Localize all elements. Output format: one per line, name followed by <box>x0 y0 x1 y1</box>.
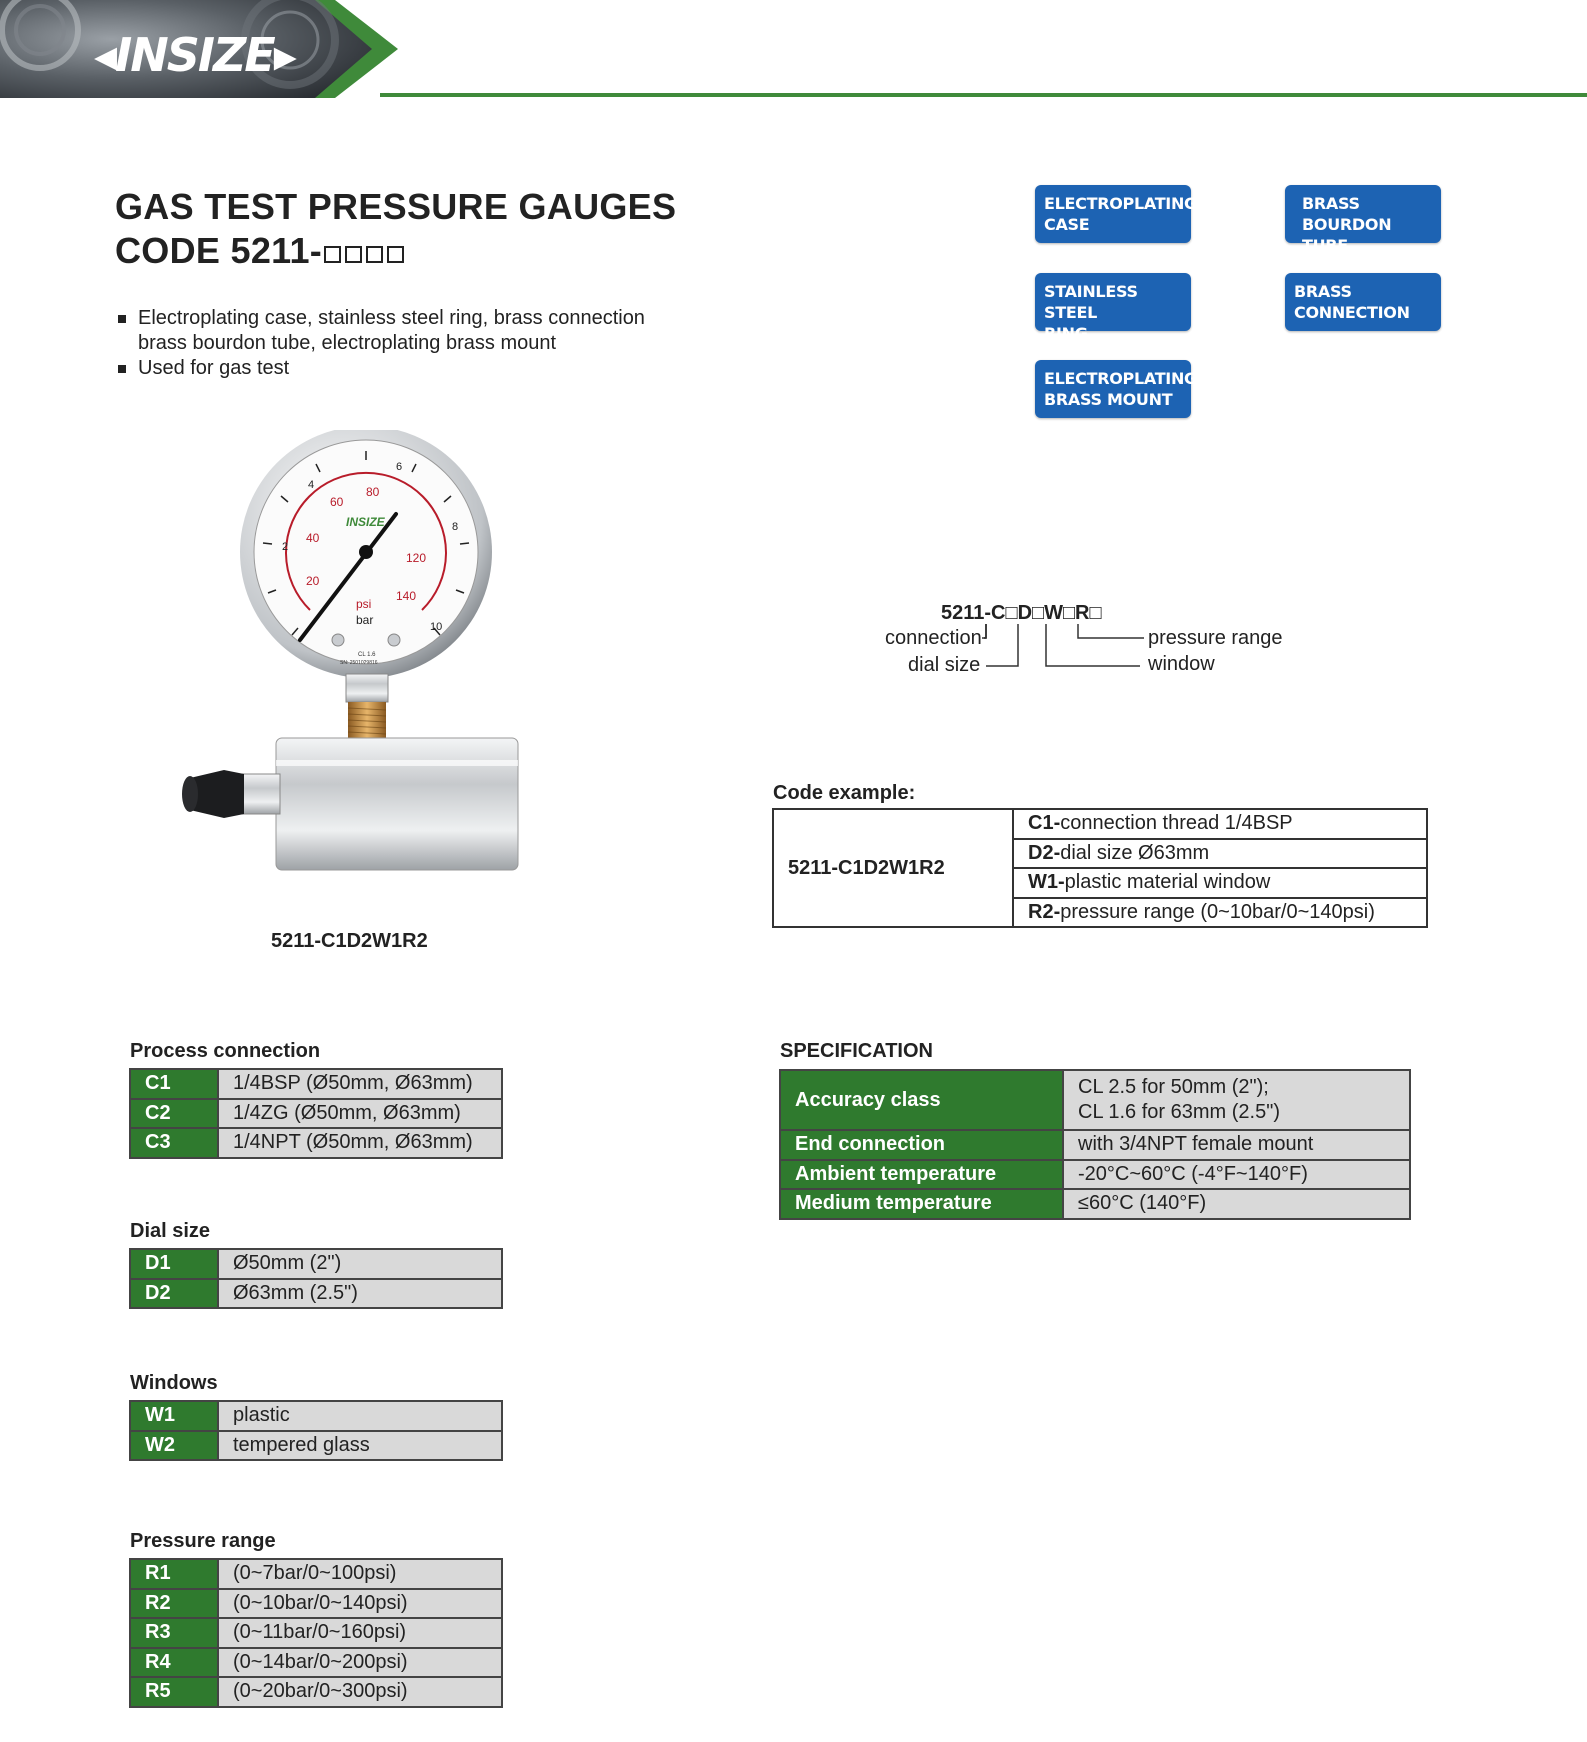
dial-psi-tick: 20 <box>306 574 320 588</box>
specification-title: SPECIFICATION <box>780 1040 933 1062</box>
dial-bar-tick: 10 <box>430 621 443 633</box>
table-row: Medium temperature ≤60°C (140°F) <box>780 1189 1410 1219</box>
dial-bar-tick: 2 <box>282 541 289 553</box>
dial-unit-bar: bar <box>356 613 374 627</box>
dial-serial: SN: 2501029816 <box>340 660 378 666</box>
code-box <box>366 246 383 263</box>
feature-item: Electroplating case, stainless steel ring, brass connection brass bourdon tube, electroplating brass mount <box>118 306 645 356</box>
logo-arrow-right-icon: ▸ <box>273 28 295 82</box>
code-example-item: R2-pressure range (0~10bar/0~140psi) <box>1013 898 1427 928</box>
dial-psi-tick: 140 <box>396 589 417 603</box>
feature-list <box>118 306 645 381</box>
product-image <box>170 430 550 900</box>
feature-item: Used for gas test <box>118 356 645 381</box>
title-code: CODE 5211- <box>115 230 323 271</box>
badge-electroplating-brass-mount: ELECTROPLATING BRASS MOUNT <box>1035 360 1191 418</box>
table-row: R1 (0~7bar/0~100psi) <box>130 1559 502 1589</box>
dial-size-title: Dial size <box>130 1220 211 1242</box>
dial-size-table <box>129 1248 503 1309</box>
table-row: D1 Ø50mm (2") <box>130 1249 502 1279</box>
code-box <box>324 246 341 263</box>
header <box>0 0 1587 100</box>
page-title <box>115 185 676 273</box>
badge-electroplating-case: ELECTROPLATING CASE <box>1035 185 1191 243</box>
table-row: Accuracy class CL 2.5 for 50mm (2"); CL 1.6 for 63mm (2.5") <box>780 1070 1410 1130</box>
header-divider <box>380 93 1587 97</box>
table-row: R3 (0~11bar/0~160psi) <box>130 1618 502 1648</box>
code-example-title: Code example: <box>773 782 916 804</box>
table-row: W1 plastic <box>130 1401 502 1431</box>
windows-title: Windows <box>130 1372 218 1394</box>
badge-brass-connection: BRASS CONNECTION <box>1285 273 1441 331</box>
brand-name: INSIZE <box>115 28 274 82</box>
table-row: R4 (0~14bar/0~200psi) <box>130 1648 502 1678</box>
code-box <box>387 246 404 263</box>
code-diagram-window-label: window <box>1148 653 1215 675</box>
valve-cap <box>190 770 244 818</box>
code-example-code: 5211-C1D2W1R2 <box>773 809 1013 927</box>
logo-arrow-left-icon: ◂ <box>94 28 116 82</box>
product-caption: 5211-C1D2W1R2 <box>271 930 428 952</box>
dial-bar-tick: 4 <box>308 479 315 491</box>
table-row: C3 1/4NPT (Ø50mm, Ø63mm) <box>130 1128 502 1158</box>
code-example-item: C1-connection thread 1/4BSP <box>1013 809 1427 839</box>
specification-table <box>779 1069 1411 1220</box>
dial-psi-tick: 120 <box>406 551 427 565</box>
dial-bar-tick: 6 <box>396 461 403 473</box>
brass-mount <box>276 738 518 870</box>
pressure-range-table <box>129 1558 503 1708</box>
process-connection-title: Process connection <box>130 1040 321 1062</box>
dial-psi-tick: 80 <box>366 485 380 499</box>
code-example-table <box>772 808 1428 928</box>
title-line-1: GAS TEST PRESSURE GAUGES <box>115 186 677 227</box>
dial-unit-psi: psi <box>356 597 372 611</box>
dial-psi-tick: 60 <box>330 495 344 509</box>
badge-stainless-steel-ring: STAINLESS STEEL RING <box>1035 273 1191 331</box>
dial-psi-tick: 40 <box>306 531 320 545</box>
code-diagram-code: 5211-C□D□W□R□ <box>941 602 1102 624</box>
badge-brass-bourdon-tube: BRASS BOURDON TUBE <box>1285 185 1441 243</box>
dial-bar-tick: 8 <box>452 521 459 533</box>
table-row: End connection with 3/4NPT female mount <box>780 1130 1410 1160</box>
table-row <box>773 809 1427 839</box>
code-example-item: D2-dial size Ø63mm <box>1013 839 1427 869</box>
code-diagram-pressure-range-label: pressure range <box>1148 627 1283 649</box>
windows-table <box>129 1400 503 1461</box>
dial-brand: INSIZE <box>346 515 385 529</box>
code-placeholder-boxes <box>322 240 404 263</box>
table-row: Ambient temperature -20°C~60°C (-4°F~140°F) <box>780 1160 1410 1190</box>
table-row: R2 (0~10bar/0~140psi) <box>130 1589 502 1619</box>
table-row: D2 Ø63mm (2.5") <box>130 1279 502 1309</box>
table-row: C2 1/4ZG (Ø50mm, Ø63mm) <box>130 1099 502 1129</box>
code-example-item: W1-plastic material window <box>1013 868 1427 898</box>
pressure-range-title: Pressure range <box>130 1530 276 1552</box>
code-diagram-dial-size-label: dial size <box>908 654 981 676</box>
table-row: R5 (0~20bar/0~300psi) <box>130 1677 502 1707</box>
process-connection-table <box>129 1068 503 1159</box>
title-line-2 <box>115 229 676 273</box>
table-row: C1 1/4BSP (Ø50mm, Ø63mm) <box>130 1069 502 1099</box>
dial-class: CL 1.6 <box>358 652 376 658</box>
code-diagram <box>870 596 1310 686</box>
brand-logo <box>94 30 295 80</box>
code-box <box>345 246 362 263</box>
table-row: W2 tempered glass <box>130 1431 502 1461</box>
code-diagram-connection-label: connection <box>885 627 982 649</box>
